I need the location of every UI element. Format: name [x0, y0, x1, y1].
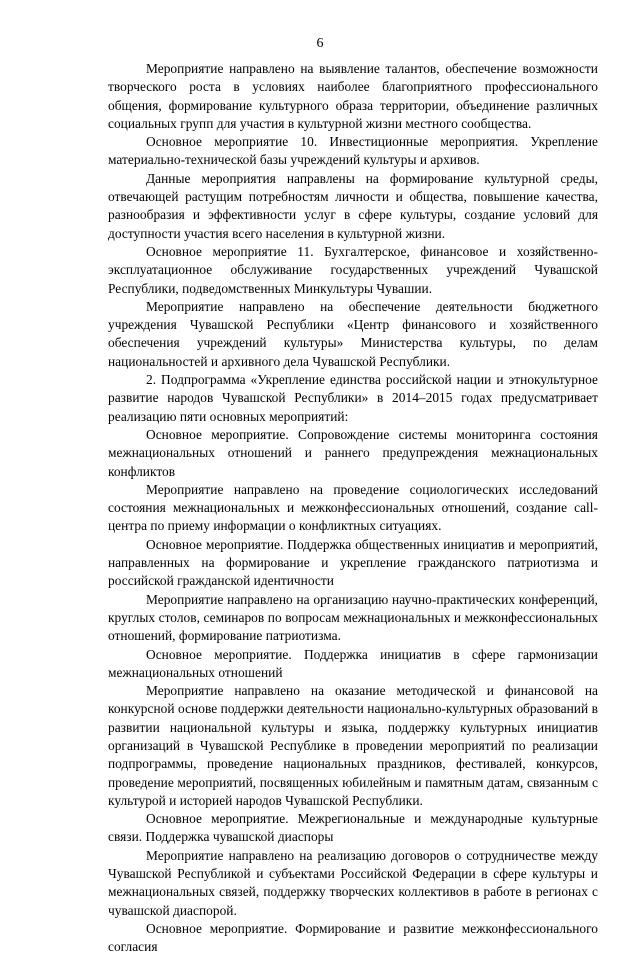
paragraph: Мероприятие направлено на реализацию договоров о сотрудничестве между Чувашской Республикой и субъектами Российской Федерации в сфере культуры и межнациональных связей, поддержку творческих коллективов в работе в регионах с чувашской диаспорой. — [108, 847, 598, 918]
paragraph: Мероприятие направлено на организацию научно-практических конференций, круглых столов, семинаров по вопросам межнациональных и межконфессиональных отношений, формирование патриотизма. — [108, 591, 598, 644]
paragraph: 2. Подпрограмма «Укрепление единства российской нации и этнокультурное развитие народов Чувашской Республики» в 2014–2015 годах предусматривает реализацию пяти основных мероприятий: — [108, 372, 598, 424]
paragraph: Основное мероприятие. Формирование и развитие межконфессионального согласия — [108, 920, 598, 955]
paragraph: Основное мероприятие. Поддержка инициатив в сфере гармонизации межнациональных отношений — [108, 646, 598, 680]
paragraph: Данные мероприятия направлены на формирование культурной среды, отвечающей растущим потребностям личности и общества, повышение качества, разнообразия и эффективности услуг в сфере культуры, создание условий для доступности участия всего населения в культурной жизни. — [108, 170, 598, 241]
paragraph: Мероприятие направлено на оказание методической и финансовой на конкурсной основе поддержки деятельности национально-культурных образований в развитии национальной культуры и языка, поддержку культурных инициатив организаций в Чувашской Республике в проведении мероприятий по реализации подпрограммы, проведение национальных праздников, фестивалей, конкурсов, проведение мероприятий, посвященных юбилейным и памятным датам, связанным с культурой и историей народов Чувашской Республики. — [108, 683, 598, 808]
paragraph: Мероприятие направлено на проведение социологических исследований состояния межнациональных и межконфессиональных отношений, создание call-центра по приему информации о конфликтных ситуациях. — [108, 481, 598, 534]
paragraph: Основное мероприятие 11. Бухгалтерское, финансовое и хозяйственно-эксплуатационное обслуживание государственных учреждений Чувашской Республики, подведомственных Минкультуры Чувашии. — [108, 243, 598, 296]
paragraph: Основное мероприятие. Сопровождение системы мониторинга состояния межнациональных отношений и раннего предупреждения межнациональных конфликтов — [108, 426, 598, 479]
paragraph: Мероприятие направлено на выявление талантов, обеспечение возможности творческого роста в условиях наиболее благоприятного профессионального общения, формирование культурного образа территории, объединение различных социальных групп для участия в культурной жизни местного сообщества. — [108, 61, 598, 131]
document-body — [108, 60, 598, 957]
paragraph: Мероприятие направлено на обеспечение деятельности бюджетного учреждения Чувашской Республики «Центр финансового и хозяйственного обеспечения учреждений культуры» Министерства культуры, по делам национальностей и архивного дела Чувашской Республики. — [108, 298, 598, 369]
page-number: 6 — [316, 36, 324, 51]
paragraph: Основное мероприятие. Межрегиональные и международные культурные связи. Поддержка чувашской диаспоры — [108, 811, 598, 845]
paragraph: Основное мероприятие 10. Инвестиционные мероприятия. Укрепление материально-технической базы учреждений культуры и архивов. — [108, 134, 598, 168]
paragraph: Основное мероприятие. Поддержка общественных инициатив и мероприятий, направленных на формирование и укрепление гражданского патриотизма и российской гражданской идентичности — [108, 536, 598, 589]
